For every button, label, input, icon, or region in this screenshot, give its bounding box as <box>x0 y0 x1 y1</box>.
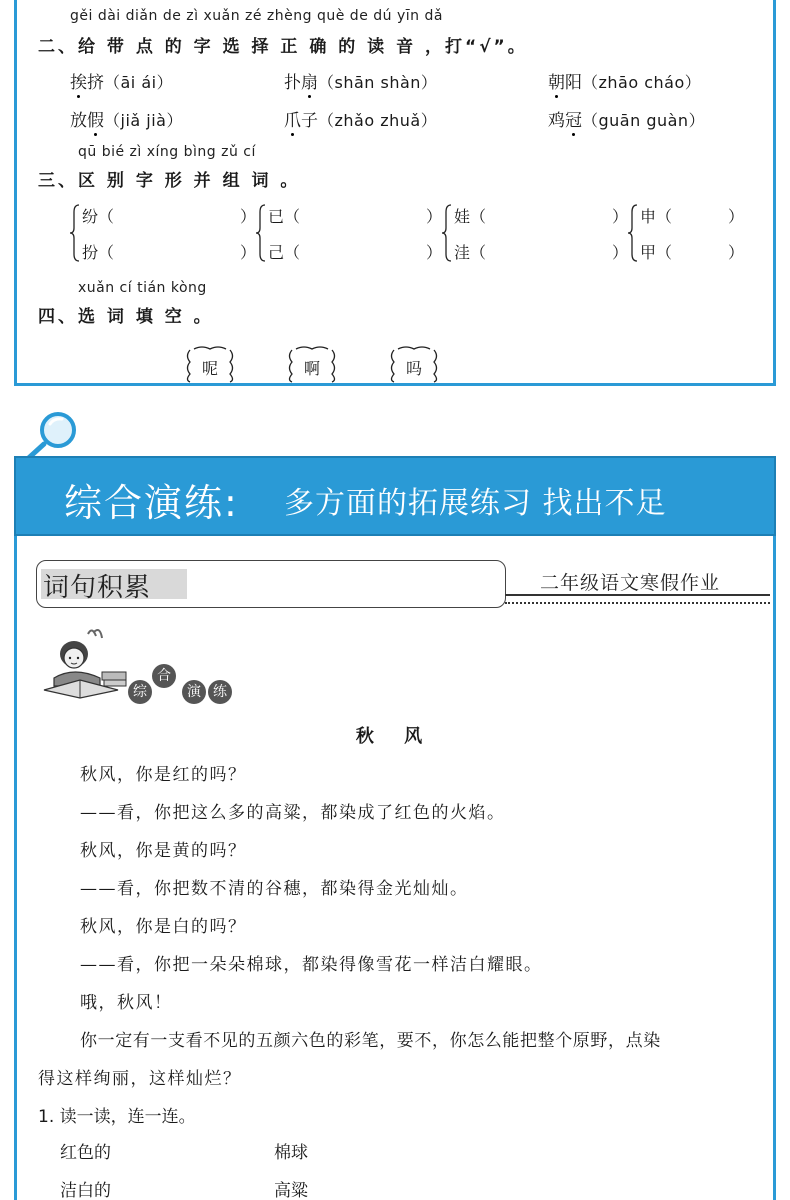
match-right-item[interactable]: 棉球 <box>274 1143 308 1163</box>
word-char: 鸡 <box>548 111 565 131</box>
pair-char-b: 己（ <box>268 243 301 262</box>
pair-char-a: 纷（ <box>82 207 115 226</box>
char-pair[interactable] <box>70 202 256 264</box>
match-right-item[interactable]: 高粱 <box>274 1181 308 1200</box>
brace-icon <box>70 204 80 262</box>
brace-icon <box>442 204 452 262</box>
section-tab <box>36 560 506 608</box>
workbook-title: 二年级语文寒假作业 <box>540 572 721 594</box>
question-prompt: 1. 读一读，连一连。 <box>38 1107 196 1127</box>
dotted-char: 爪 <box>284 111 301 131</box>
close-paren: ） <box>727 207 744 226</box>
pair-char-a: 申（ <box>640 207 673 226</box>
poem-line: ——看，你把一朵朵棉球，都染得像雪花一样洁白耀眼。 <box>80 955 543 975</box>
option-item[interactable] <box>284 68 437 93</box>
poem-line: ——看，你把数不清的谷穗，都染得金光灿灿。 <box>80 879 469 899</box>
close-paren: ） <box>239 207 256 226</box>
option-word <box>548 111 582 131</box>
dotted-char: 假 <box>87 111 104 131</box>
option-pinyin: （zhǎo zhuǎ） <box>318 111 438 130</box>
word-text: 啊 <box>303 359 320 378</box>
close-paren: ） <box>425 243 442 262</box>
option-item[interactable] <box>70 68 173 93</box>
section2-heading: 二、给 带 点 的 字 选 择 正 确 的 读 音 ，打“√”。 <box>38 37 528 57</box>
exercise-panel-top <box>14 0 776 386</box>
poem-line: 秋风，你是红的吗？ <box>80 765 247 785</box>
fill-word-option[interactable] <box>386 346 442 384</box>
pair-char-b: 扮（ <box>82 243 115 262</box>
word-char: 扑 <box>284 73 301 93</box>
poem-line: 秋风，你是黄的吗？ <box>80 841 247 861</box>
char-pair[interactable] <box>256 202 442 264</box>
close-paren: ） <box>239 243 256 262</box>
option-pinyin: （zhāo cháo） <box>582 73 702 92</box>
header-dotted-rule <box>505 602 770 604</box>
option-item[interactable] <box>284 106 437 131</box>
fill-word-option[interactable] <box>284 346 340 384</box>
word-char: 子 <box>301 111 318 131</box>
word-text: 吗 <box>405 359 422 378</box>
close-paren: ） <box>611 207 628 226</box>
badge-char: 合 <box>152 664 176 688</box>
poem-line: 你一定有一支看不见的五颜六色的彩笔，要不，你怎么能把整个原野，点染 <box>80 1031 661 1051</box>
dotted-char: 朝 <box>548 73 565 93</box>
header-rule <box>505 594 770 596</box>
pair-char-a: 已（ <box>268 207 301 226</box>
badge-char: 演 <box>182 680 206 704</box>
brace-icon <box>628 204 638 262</box>
word-char: 放 <box>70 111 87 131</box>
close-paren: ） <box>611 243 628 262</box>
poem-line: ——看，你把这么多的高粱，都染成了红色的火焰。 <box>80 803 506 823</box>
char-pair[interactable] <box>442 202 628 264</box>
match-left-item[interactable]: 红色的 <box>60 1143 111 1163</box>
option-pinyin: （guān guàn） <box>582 111 706 130</box>
pair-char-a: 娃（ <box>454 207 487 226</box>
dotted-char: 挨 <box>70 73 87 93</box>
pair-char-b: 洼（ <box>454 243 487 262</box>
tab-label: 词句积累 <box>43 573 152 603</box>
option-pinyin: （jiǎ jià） <box>104 111 183 130</box>
option-pinyin: （āi ái） <box>104 73 174 92</box>
section4-heading: 四、选 词 填 空 。 <box>38 307 214 327</box>
option-item[interactable] <box>548 68 701 93</box>
banner-title: 综合演练: <box>64 481 239 525</box>
section-banner <box>14 456 776 536</box>
section4-pinyin: xuǎn cí tián kòng <box>78 280 207 296</box>
poem-title: 秋 风 <box>355 726 435 747</box>
pair-char-b: 甲（ <box>640 243 673 262</box>
close-paren: ） <box>727 243 744 262</box>
poem-line: 哦，秋风！ <box>80 993 173 1013</box>
option-word <box>548 73 582 93</box>
badge-char: 综 <box>128 680 152 704</box>
option-word <box>284 73 318 93</box>
match-left-item[interactable]: 洁白的 <box>60 1181 111 1200</box>
section2-pinyin: gěi dài diǎn de zì xuǎn zé zhèng què de dú yīn dǎ <box>70 8 443 24</box>
dotted-char: 扇 <box>301 73 318 93</box>
option-item[interactable] <box>548 106 705 131</box>
option-pinyin: （shān shàn） <box>318 73 438 92</box>
word-char: 阳 <box>565 73 582 93</box>
badge-char: 练 <box>208 680 232 704</box>
option-word <box>284 111 318 131</box>
poem-line: 秋风，你是白的吗？ <box>80 917 247 937</box>
section3-heading: 三、区 别 字 形 并 组 词 。 <box>38 171 301 191</box>
banner-subtitle: 多方面的拓展练习 找出不足 <box>284 486 667 521</box>
reading-child-icon <box>40 628 130 700</box>
close-paren: ） <box>425 207 442 226</box>
word-char: 挤 <box>87 73 104 93</box>
option-item[interactable] <box>70 106 183 131</box>
poem-line: 得这样绚丽，这样灿烂？ <box>38 1069 242 1089</box>
word-text: 呢 <box>201 359 218 378</box>
brace-icon <box>256 204 266 262</box>
option-word <box>70 111 104 131</box>
fill-word-option[interactable] <box>182 346 238 384</box>
char-pair[interactable] <box>628 202 744 264</box>
dotted-char: 冠 <box>565 111 582 131</box>
option-word <box>70 73 104 93</box>
section3-pinyin: qū bié zì xíng bìng zǔ cí <box>78 144 256 160</box>
